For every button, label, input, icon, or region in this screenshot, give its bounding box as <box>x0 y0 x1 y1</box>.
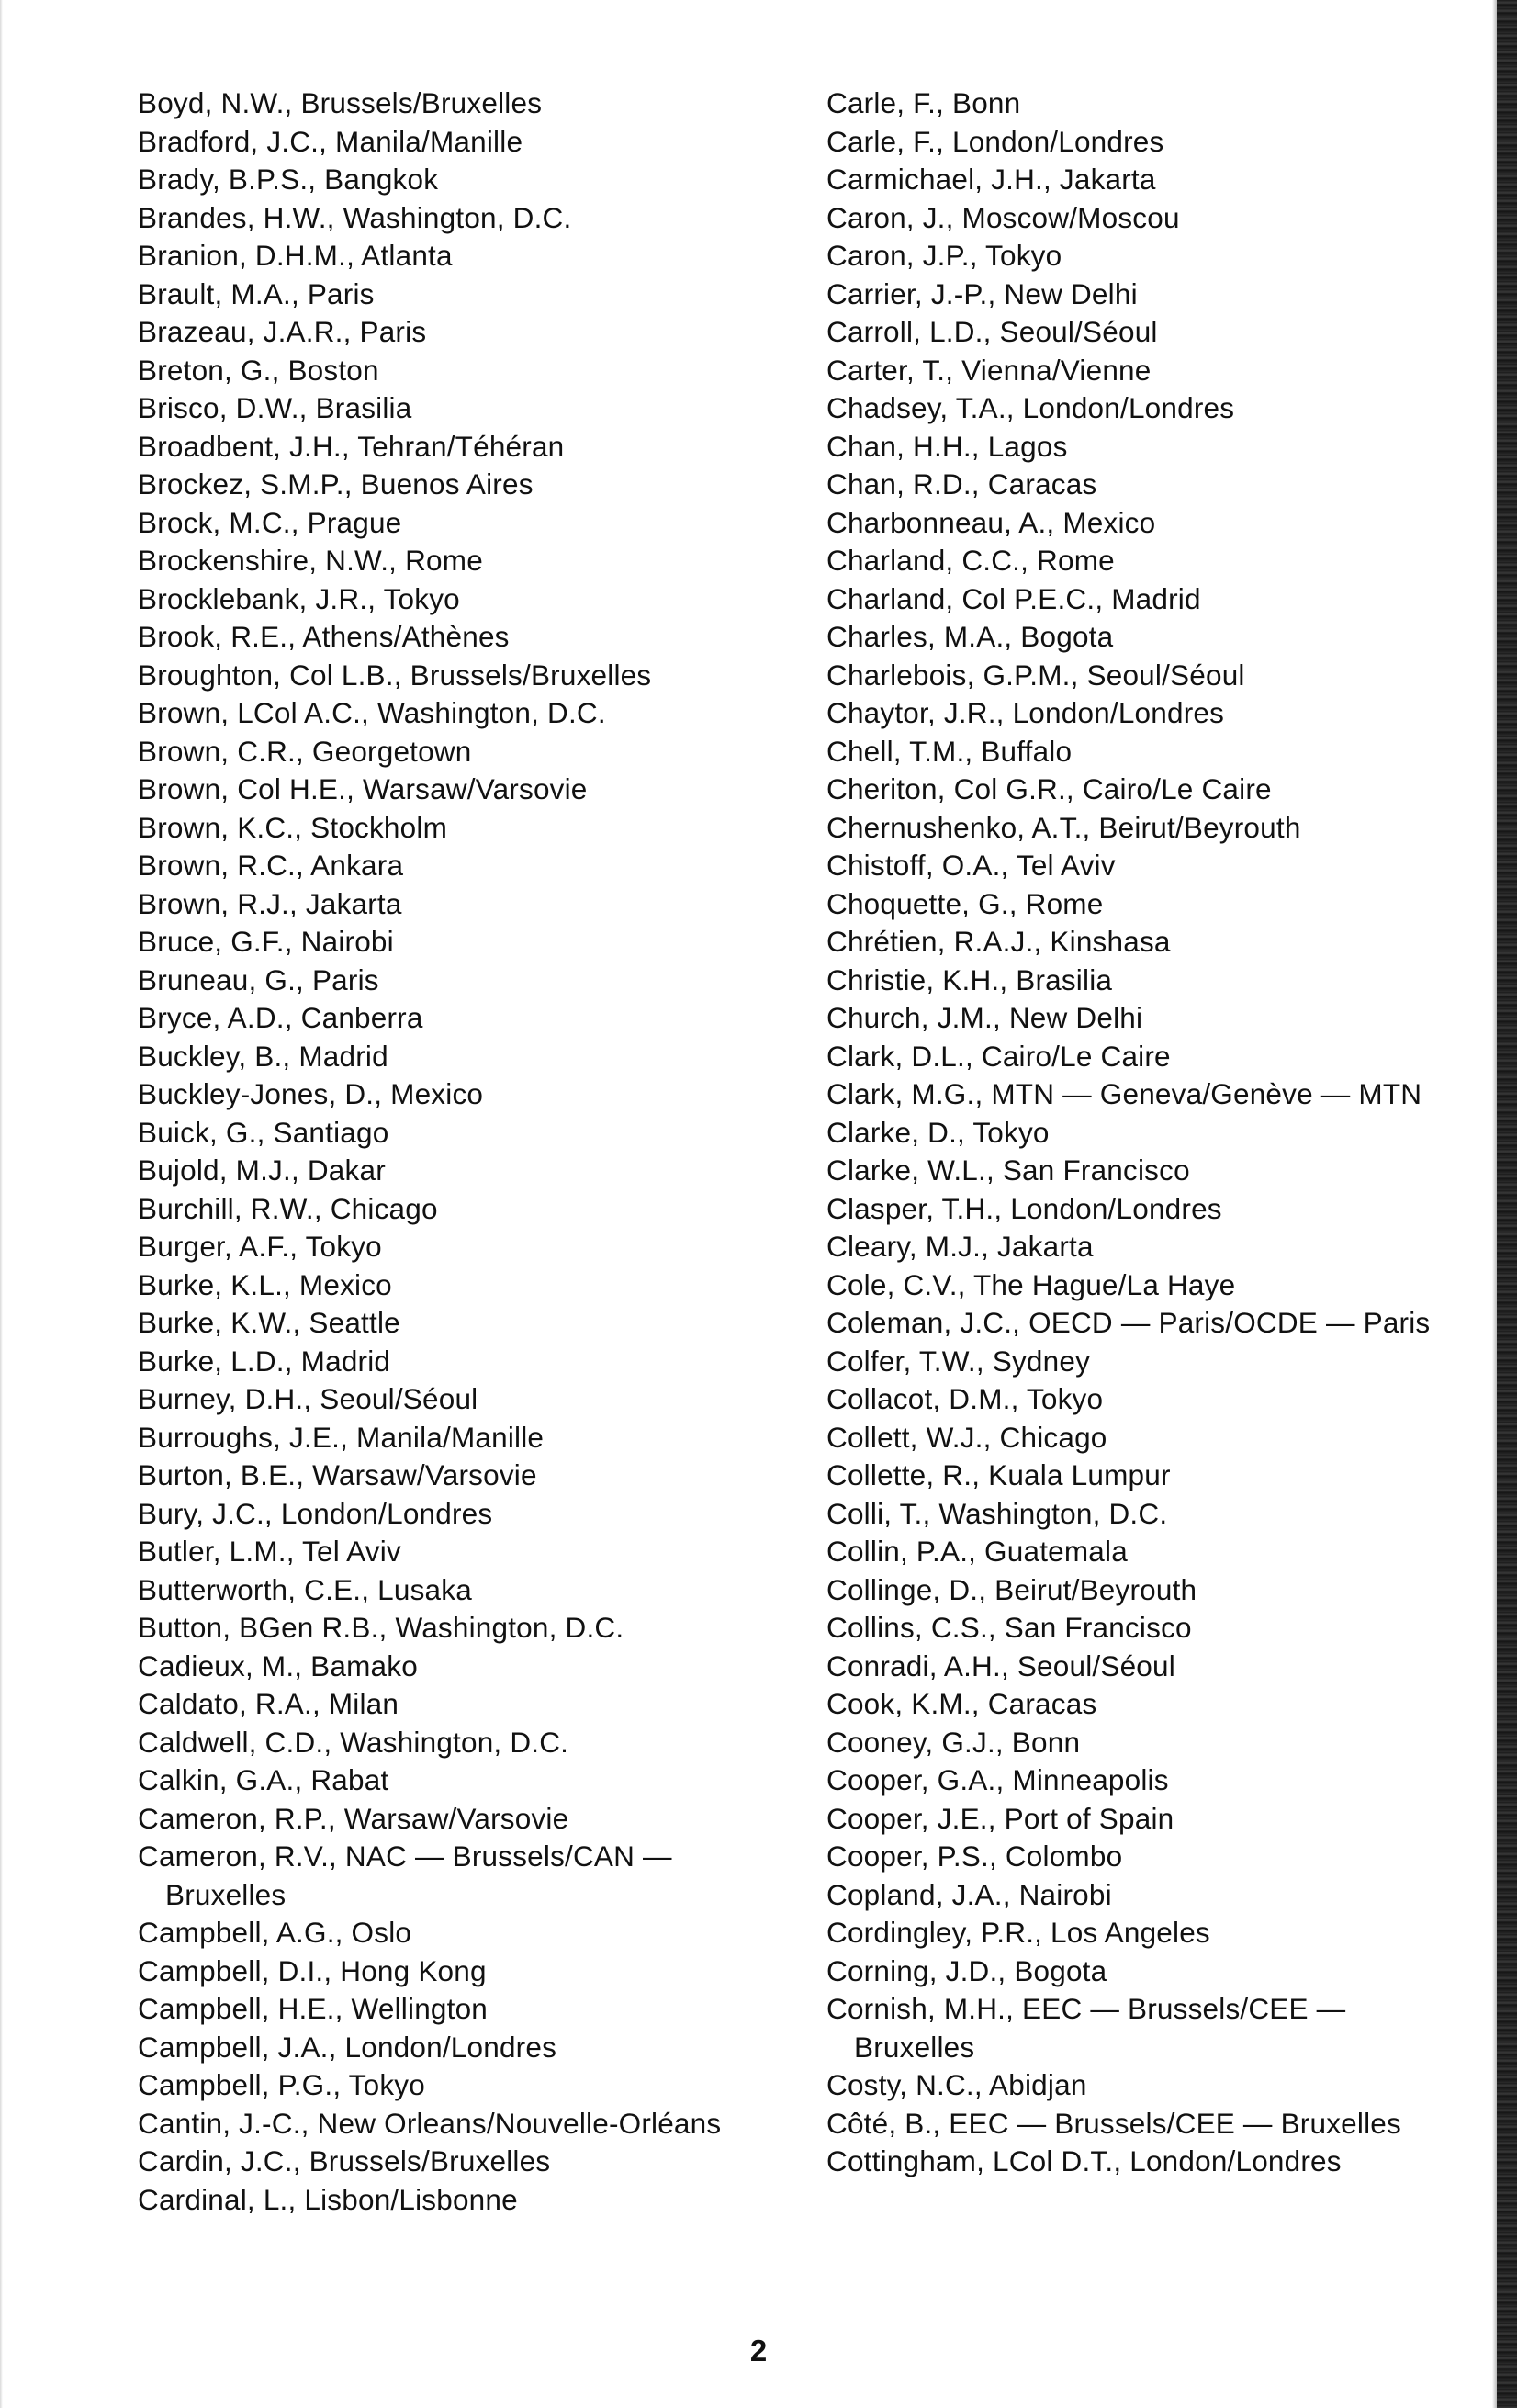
directory-entry: Carter, T., Vienna/Vienne <box>826 353 1152 387</box>
directory-entry: Boyd, N.W., Brussels/Bruxelles <box>138 86 543 119</box>
directory-entry: Broughton, Col L.B., Brussels/Bruxelles <box>138 658 652 692</box>
directory-entry: Christie, K.H., Brasilia <box>826 962 1113 996</box>
directory-entry: Campbell, H.E., Wellington <box>138 1992 489 2025</box>
directory-entry: Buick, G., Santiago <box>138 1115 389 1149</box>
directory-entry: Bradford, J.C., Manila/Manille <box>138 124 523 158</box>
directory-entry: Collins, C.S., San Francisco <box>826 1611 1192 1644</box>
directory-entry: Brady, B.P.S., Bangkok <box>138 163 439 196</box>
directory-entry: Clark, D.L., Cairo/Le Caire <box>826 1039 1171 1073</box>
directory-entry: Burton, B.E., Warsaw/Varsovie <box>138 1458 537 1491</box>
directory-entry: Calkin, G.A., Rabat <box>138 1763 389 1796</box>
directory-entry: Conradi, A.H., Seoul/Séoul <box>826 1648 1175 1682</box>
directory-entry: Chaytor, J.R., London/Londres <box>826 696 1225 729</box>
directory-entry: Cadieux, M., Bamako <box>138 1648 418 1682</box>
directory-entry: Charbonneau, A., Mexico <box>826 505 1156 539</box>
directory-entry: Cook, K.M., Caracas <box>826 1687 1097 1720</box>
directory-entry: Cardin, J.C., Brussels/Bruxelles <box>138 2144 551 2177</box>
directory-entry: Burney, D.H., Seoul/Séoul <box>138 1382 478 1415</box>
directory-entry: Choquette, G., Rome <box>826 886 1104 920</box>
directory-entry: Burroughs, J.E., Manila/Manille <box>138 1420 545 1454</box>
directory-entry: Chan, H.H., Lagos <box>826 429 1068 463</box>
scan-right-edge <box>1497 0 1517 2408</box>
directory-entry: Cooper, P.S., Colombo <box>826 1840 1123 1873</box>
directory-entry: Clarke, W.L., San Francisco <box>826 1153 1190 1187</box>
directory-entry: Burke, L.D., Madrid <box>138 1344 391 1378</box>
directory-column-right <box>826 84 1469 2181</box>
directory-entry: Costy, N.C., Abidjan <box>826 2068 1087 2101</box>
directory-entry: Breton, G., Boston <box>138 353 379 387</box>
directory-entry: Charland, Col P.E.C., Madrid <box>826 581 1201 615</box>
directory-entry: Charles, M.A., Bogota <box>826 620 1114 653</box>
directory-entry: Chadsey, T.A., London/Londres <box>826 391 1235 424</box>
directory-column-left <box>138 84 725 2219</box>
directory-entry: Clark, M.G., MTN — Geneva/Genève — MTN <box>826 1077 1422 1110</box>
directory-entry: Bruneau, G., Paris <box>138 962 379 996</box>
scan-left-edge <box>0 0 3 2408</box>
directory-entry: Brock, M.C., Prague <box>138 505 402 539</box>
directory-entry: Brown, K.C., Stockholm <box>138 810 448 844</box>
directory-entry: Burke, K.L., Mexico <box>138 1267 392 1301</box>
directory-entry: Cordingley, P.R., Los Angeles <box>826 1916 1210 1949</box>
directory-entry: Burke, K.W., Seattle <box>138 1306 400 1339</box>
directory-entry: Brown, C.R., Georgetown <box>138 734 472 768</box>
directory-entry: Cardinal, L., Lisbon/Lisbonne <box>138 2182 518 2216</box>
directory-entry: Button, BGen R.B., Washington, D.C. <box>138 1611 624 1644</box>
directory-entry: Brisco, D.W., Brasilia <box>138 391 412 424</box>
directory-entry: Cornish, M.H., EEC — Brussels/CEE — Bruxelles <box>826 1992 1346 2064</box>
directory-entry: Cooney, G.J., Bonn <box>826 1725 1081 1759</box>
directory-entry: Burger, A.F., Tokyo <box>138 1230 382 1263</box>
directory-entry: Charlebois, G.P.M., Seoul/Séoul <box>826 658 1245 692</box>
directory-entry: Brown, LCol A.C., Washington, D.C. <box>138 696 606 729</box>
directory-entry: Cleary, M.J., Jakarta <box>826 1230 1094 1263</box>
directory-entry: Carle, F., Bonn <box>826 86 1021 119</box>
directory-entry: Chan, R.D., Caracas <box>826 467 1097 501</box>
directory-entry: Bruce, G.F., Nairobi <box>138 925 394 958</box>
directory-entry: Campbell, A.G., Oslo <box>138 1916 412 1949</box>
directory-entry: Caldwell, C.D., Washington, D.C. <box>138 1725 569 1759</box>
directory-entry: Chrétien, R.A.J., Kinshasa <box>826 925 1171 958</box>
directory-entry: Chernushenko, A.T., Beirut/Beyrouth <box>826 810 1301 844</box>
directory-entry: Copland, J.A., Nairobi <box>826 1877 1112 1911</box>
directory-entry: Coleman, J.C., OECD — Paris/OCDE — Paris <box>826 1306 1431 1339</box>
directory-entry: Brandes, H.W., Washington, D.C. <box>138 200 572 234</box>
directory-entry: Buckley-Jones, D., Mexico <box>138 1077 484 1110</box>
directory-entry: Broadbent, J.H., Tehran/Téhéran <box>138 429 565 463</box>
directory-entry: Cameron, R.P., Warsaw/Varsovie <box>138 1801 569 1835</box>
directory-entry: Brault, M.A., Paris <box>138 276 375 310</box>
directory-entry: Campbell, J.A., London/Londres <box>138 2030 557 2064</box>
directory-entry: Carrier, J.-P., New Delhi <box>826 276 1138 310</box>
directory-entry: Collacot, D.M., Tokyo <box>826 1382 1104 1415</box>
directory-entry: Colfer, T.W., Sydney <box>826 1344 1091 1378</box>
directory-entry: Collinge, D., Beirut/Beyrouth <box>826 1572 1197 1606</box>
directory-entry: Cantin, J.-C., New Orleans/Nouvelle-Orléans <box>138 2106 722 2140</box>
directory-entry: Brockez, S.M.P., Buenos Aires <box>138 467 534 501</box>
directory-entry: Caldato, R.A., Milan <box>138 1687 399 1720</box>
directory-entry: Côté, B., EEC — Brussels/CEE — Bruxelles <box>826 2106 1401 2140</box>
directory-entry: Cottingham, LCol D.T., London/Londres <box>826 2144 1342 2177</box>
directory-entry: Caron, J., Moscow/Moscou <box>826 200 1180 234</box>
directory-entry: Chistoff, O.A., Tel Aviv <box>826 849 1116 882</box>
directory-entry: Campbell, P.G., Tokyo <box>138 2068 425 2101</box>
directory-entry: Buckley, B., Madrid <box>138 1039 388 1073</box>
directory-entry: Caron, J.P., Tokyo <box>826 239 1062 272</box>
directory-entry: Corning, J.D., Bogota <box>826 1953 1107 1987</box>
directory-entry: Chell, T.M., Buffalo <box>826 734 1073 768</box>
directory-entry: Brown, R.J., Jakarta <box>138 886 402 920</box>
directory-entry: Collin, P.A., Guatemala <box>826 1535 1128 1568</box>
directory-entry: Bujold, M.J., Dakar <box>138 1153 386 1187</box>
directory-entry: Bury, J.C., London/Londres <box>138 1496 493 1530</box>
directory-entry: Collett, W.J., Chicago <box>826 1420 1107 1454</box>
directory-entry: Cole, C.V., The Hague/La Haye <box>826 1267 1236 1301</box>
directory-entry: Cooper, J.E., Port of Spain <box>826 1801 1174 1835</box>
directory-entry: Brockenshire, N.W., Rome <box>138 544 483 577</box>
directory-entry: Brazeau, J.A.R., Paris <box>138 315 427 348</box>
directory-entry: Cameron, R.V., NAC — Brussels/CAN — Bruxelles <box>138 1840 672 1911</box>
directory-entry: Carroll, L.D., Seoul/Séoul <box>826 315 1158 348</box>
directory-entry: Brown, Col H.E., Warsaw/Varsovie <box>138 772 588 805</box>
directory-entry: Brown, R.C., Ankara <box>138 849 404 882</box>
directory-entry: Carle, F., London/Londres <box>826 124 1164 158</box>
directory-entry: Butterworth, C.E., Lusaka <box>138 1572 472 1606</box>
directory-entry: Church, J.M., New Delhi <box>826 1001 1143 1034</box>
directory-entry: Brook, R.E., Athens/Athènes <box>138 620 510 653</box>
directory-entry: Butler, L.M., Tel Aviv <box>138 1535 401 1568</box>
directory-entry: Brocklebank, J.R., Tokyo <box>138 581 460 615</box>
page-number: 2 <box>749 2334 768 2368</box>
directory-entry: Cheriton, Col G.R., Cairo/Le Caire <box>826 772 1272 805</box>
directory-entry: Carmichael, J.H., Jakarta <box>826 163 1156 196</box>
directory-entry: Charland, C.C., Rome <box>826 544 1115 577</box>
directory-entry: Collette, R., Kuala Lumpur <box>826 1458 1171 1491</box>
directory-entry: Colli, T., Washington, D.C. <box>826 1496 1168 1530</box>
directory-entry: Clasper, T.H., London/Londres <box>826 1191 1222 1225</box>
directory-entry: Branion, D.H.M., Atlanta <box>138 239 453 272</box>
directory-entry: Clarke, D., Tokyo <box>826 1115 1050 1149</box>
directory-entry: Cooper, G.A., Minneapolis <box>826 1763 1169 1796</box>
directory-entry: Bryce, A.D., Canberra <box>138 1001 423 1034</box>
directory-entry: Burchill, R.W., Chicago <box>138 1191 438 1225</box>
directory-entry: Campbell, D.I., Hong Kong <box>138 1953 487 1987</box>
